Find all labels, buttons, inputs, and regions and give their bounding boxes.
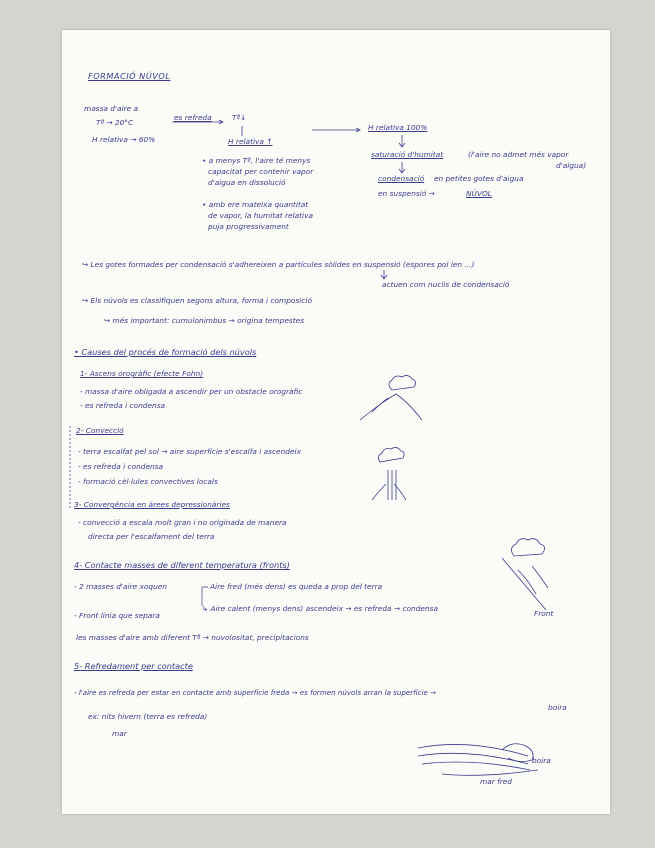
- cause4-line1: - 2 masses d'aire xoquen: [74, 582, 167, 591]
- cause1-line2: - es refreda i condensa: [80, 401, 166, 410]
- notebook-page: [62, 30, 610, 814]
- note-drops: ↪ Les gotes formades per condensació s'adhereixen a partícules sòlides en suspensió (espores pol len ...): [82, 260, 475, 269]
- boira-label-2: boira: [532, 756, 551, 765]
- mar-fred-label: mar fred: [480, 777, 512, 786]
- cause4-warm: ↳ Aire calent (menys dens) ascendeix → es refreda → condensa: [202, 604, 439, 613]
- cause2-line2: - es refreda i condensa: [78, 462, 164, 471]
- cause5-line1: - l'aire es refreda per estar en contacte amb superfície freda → es formen núvols arran la superfície →: [74, 688, 437, 697]
- suspension-label: en suspensió →: [378, 189, 435, 198]
- cause4-heading: 4- Contacte masses de diferent temperatura (fronts): [74, 560, 290, 570]
- cause3-heading: 3- Convergència en àrees depressionàries: [74, 500, 230, 509]
- convection-sketch: [372, 447, 406, 500]
- note-classify: ↪ Els núvols es classifiquen segons altura, forma i composició: [82, 296, 312, 305]
- condensation-tail: en petites gotes d'aigua: [434, 174, 524, 183]
- cause5-heading: 5- Refredament per contacte: [74, 661, 193, 671]
- cause4-line3: les masses d'aire amb diferent Tª → nuvolositat, precipitacions: [76, 633, 309, 642]
- bullet1-line3: d'aigua en dissolució: [208, 178, 286, 187]
- cause5-line3: mar: [112, 729, 127, 738]
- note-nuclei: actuen com nuclis de condensació: [382, 280, 510, 289]
- cause4-line2: - Front línia que separa: [74, 611, 160, 620]
- page-title: FORMACIÓ NÚVOL: [88, 71, 171, 81]
- hrel-up: H relativa ↑: [228, 137, 273, 146]
- condensation-label: condensació: [378, 174, 425, 183]
- cause5-line2: ex: nits hivern (terra es refreda): [88, 712, 208, 721]
- temp-down: Tª↓: [232, 113, 247, 122]
- cloud-word: NÚVOL: [466, 189, 492, 198]
- saturation-note-2: d'aigua): [556, 161, 587, 170]
- cause2-line1: - terra escalfat pel sol → aire superfície s'escalfa i ascendeix: [78, 447, 301, 456]
- bullet1-line2: capacitat per contenir vapor: [208, 167, 314, 176]
- boira-label-1: boira: [548, 703, 567, 712]
- cools-label: es refreda: [174, 113, 212, 122]
- temp-value: Tª → 20°C: [96, 118, 134, 127]
- humidity-value: H relativa → 60%: [92, 135, 156, 144]
- fog-sketch: [418, 744, 538, 776]
- bullet2-line3: puja progressivament: [208, 222, 289, 231]
- front-label: Front: [534, 609, 554, 618]
- cause1-line1: - massa d'aire obligada a ascendir per un obstacle orogràfic: [80, 387, 303, 396]
- cause3-line2: directa per l'escalfament del terra: [88, 532, 215, 541]
- bullet2-line2: de vapor, la humitat relativa: [208, 211, 314, 220]
- mass-heading: massa d'aire a: [84, 104, 139, 113]
- cause1-heading: 1- Ascens orogràfic (efecte Fohn): [80, 369, 204, 378]
- note-important: ↪ més important: cumulonimbus → origina tempestes: [104, 316, 305, 325]
- orographic-sketch: [360, 375, 422, 420]
- front-sketch: [502, 539, 548, 610]
- saturation-note-1: (l'aire no admet més vapor: [468, 150, 569, 159]
- cause2-heading: 2- Convecció: [76, 426, 124, 435]
- cause2-line3: - formació cèl·lules convectives locals: [78, 477, 218, 486]
- diagram-sketches: [62, 30, 610, 814]
- bullet2-line1: • amb ere mateixa quantitat: [202, 200, 309, 209]
- cause4-cold: Aire fred (més dens) es queda a prop del terra: [210, 582, 383, 591]
- bullet1-line1: • a menys Tª, l'aire té menys: [202, 156, 311, 165]
- hrel-100: H relativa 100%: [368, 123, 428, 132]
- saturation-label: saturació d'humitat: [371, 150, 444, 159]
- causes-heading: • Causes del procés de formació dels núvols: [74, 347, 257, 357]
- cause3-line1: - convecció a escala molt gran i no originada de manera: [78, 518, 287, 527]
